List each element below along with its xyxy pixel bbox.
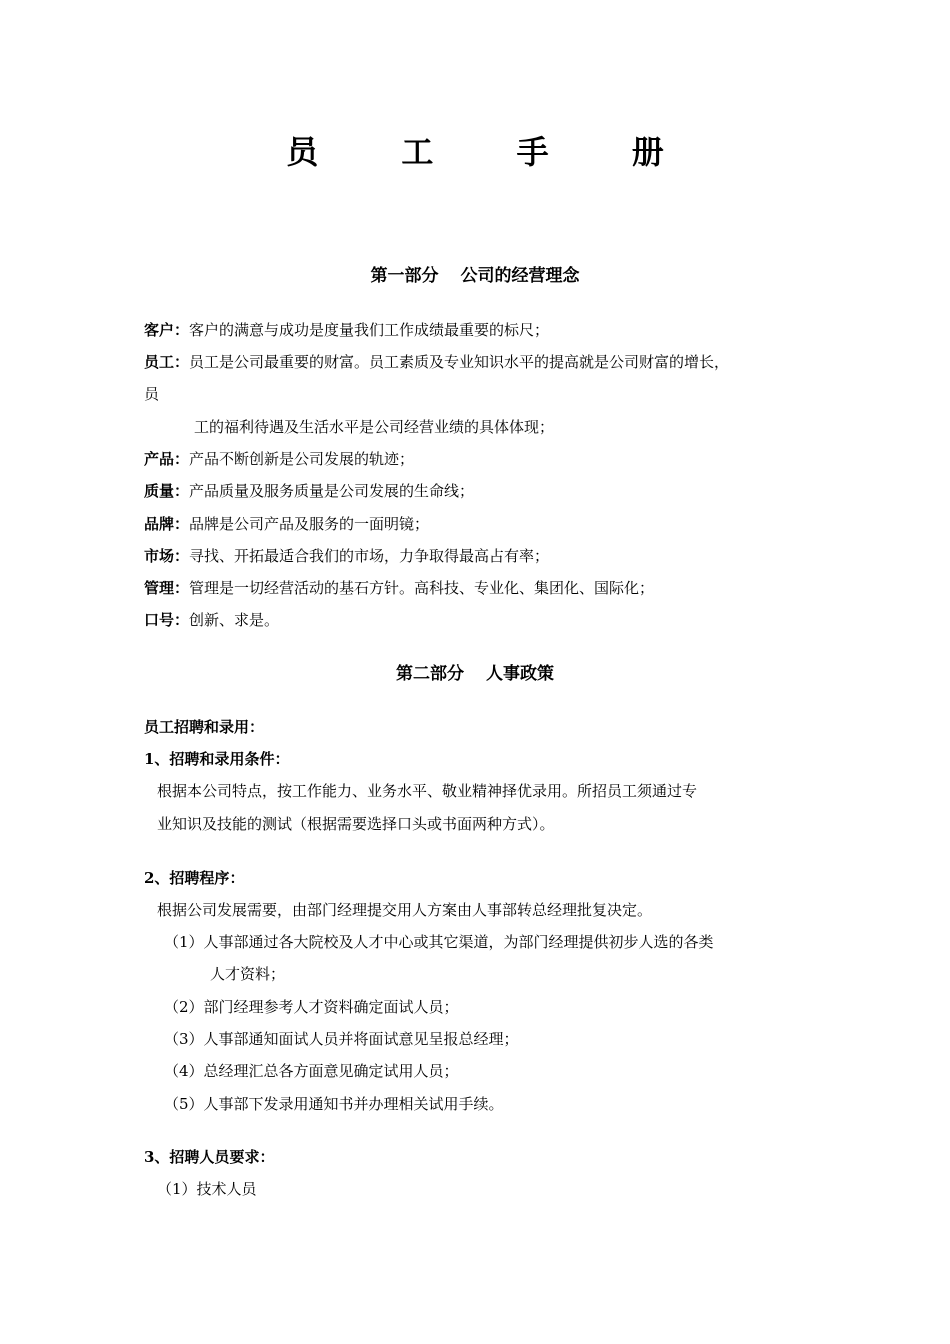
part1-item-market: 市场：寻找、开拓最适合我们的市场，力争取得最高占有率； (144, 547, 550, 565)
procedure-step-2: （2）部门经理参考人才资料确定面试人员； (164, 998, 459, 1016)
document-title: 员 工 手 册 (286, 133, 700, 171)
procedure-step-1-cont: 人才资料； (210, 965, 286, 983)
procedure-step-3: （3）人事部通知面试人员并将面试意见呈报总经理； (164, 1030, 519, 1048)
part1-item-employee-wrap: 员 (144, 385, 160, 403)
part1-item-slogan: 口号：创新、求是。 (144, 611, 280, 629)
part1-item-customer: 客户：客户的满意与成功是度量我们工作成绩最重要的标尺； (144, 321, 550, 339)
recruitment-conditions-line1: 根据本公司特点，按工作能力、业务水平、敬业精神择优录用。所招员工须通过专 (157, 782, 698, 800)
recruitment-procedure-intro: 根据公司发展需要，由部门经理提交用人方案由人事部转总经理批复决定。 (157, 901, 653, 919)
part1-item-employee: 员工：员工是公司最重要的财富。员工素质及专业知识水平的提高就是公司财富的增长， (144, 353, 730, 371)
procedure-step-5: （5）人事部下发录用通知书并办理相关试用手续。 (164, 1095, 504, 1113)
part1-item-brand: 品牌：品牌是公司产品及服务的一面明镜； (144, 515, 430, 533)
part1-item-quality: 质量：产品质量及服务质量是公司发展的生命线； (144, 482, 475, 500)
recruitment-conditions-title: 1、招聘和录用条件： (144, 750, 290, 768)
requirements-item-1: （1）技术人员 (157, 1180, 257, 1198)
recruitment-requirements-title: 3、招聘人员要求： (144, 1148, 275, 1166)
part1-item-management: 管理：管理是一切经营活动的基石方针。高科技、专业化、集团化、国际化； (144, 579, 655, 597)
recruitment-conditions-line2: 业知识及技能的测试（根据需要选择口头或书面两种方式）。 (157, 815, 555, 833)
procedure-step-4: （4）总经理汇总各方面意见确定试用人员； (164, 1062, 459, 1080)
recruitment-section-title: 员工招聘和录用： (144, 718, 265, 736)
part1-item-product: 产品：产品不断创新是公司发展的轨迹； (144, 450, 415, 468)
procedure-step-1: （1）人事部通过各大院校及人才中心或其它渠道，为部门经理提供初步人选的各类 (164, 933, 714, 951)
part2-heading: 第二部分 人事政策 (396, 664, 554, 684)
part1-item-employee-cont: 工的福利待遇及生活水平是公司经营业绩的具体体现； (194, 418, 555, 436)
part1-heading: 第一部分 公司的经营理念 (370, 266, 580, 286)
recruitment-procedure-title: 2、招聘程序： (144, 869, 245, 887)
